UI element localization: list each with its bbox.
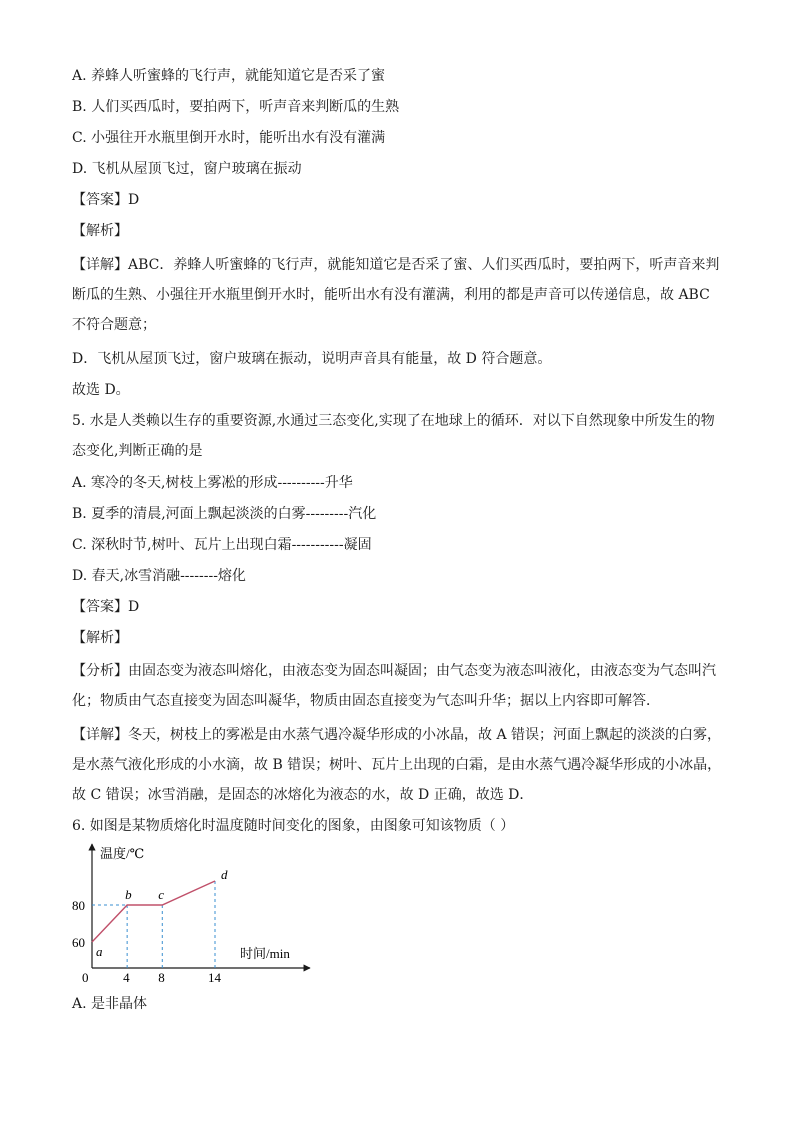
q5-answer: 【答案】D (72, 599, 140, 615)
q4-analysis-heading: 【解析】 (72, 223, 128, 239)
q4-answer: 【答案】D (72, 192, 140, 208)
q5-option-b: B. 夏季的清晨,河面上飘起淡淡的白雾---------汽化 (72, 506, 377, 522)
q5-option-a: A. 寒冷的冬天,树枝上雾凇的形成----------升华 (72, 475, 353, 491)
q6-option-a: A. 是非晶体 (72, 996, 148, 1012)
x-tick-4: 4 (123, 970, 130, 985)
point-label-a: a (96, 944, 103, 959)
temperature-curve (92, 881, 215, 942)
q4-option-a: A. 养蜂人听蜜蜂的飞行声，就能知道它是否采了蜜 (72, 68, 386, 84)
q5-analysis-heading: 【解析】 (72, 630, 128, 646)
guide-lines (92, 881, 215, 968)
y-tick-80: 80 (72, 898, 85, 913)
origin-label: 0 (82, 970, 89, 985)
tick-labels (72, 898, 222, 985)
q4-conclusion: 故选 D。 (72, 382, 130, 398)
point-label-d: d (221, 866, 228, 882)
q4-detail-line-1: 【详解】ABC．养蜂人听蜜蜂的飞行声，就能知道它是否采了蜜、人们买西瓜时，要拍两下，听声音来判 (72, 257, 720, 273)
q5-detail-line-1: 【详解】冬天，树枝上的雾凇是由水蒸气遇冷凝华形成的小冰晶，故 A 错误；河面上飘起的淡淡的白雾， (72, 727, 722, 743)
q4-detail-line-4: D．飞机从屋顶飞过，窗户玻璃在振动，说明声音具有能量，故 D 符合题意。 (72, 351, 552, 367)
x-tick-8: 8 (158, 970, 165, 985)
q4-detail-line-3: 不符合题意； (72, 317, 156, 333)
y-tick-60: 60 (72, 935, 85, 950)
q4-option-b: B. 人们买西瓜时，要拍两下，听声音来判断瓜的生熟 (72, 99, 400, 115)
q4-option-c: C. 小强往开水瓶里倒开水时，能听出水有没有灌满 (72, 130, 386, 146)
q5-fenxi-line-1: 【分析】由固态变为液态叫熔化，由液态变为固态叫凝固；由气态变为液态叫液化，由液态变为气态叫汽 (72, 663, 716, 679)
q5-fenxi-line-2: 化；物质由气态直接变为固态叫凝华，物质由固态直接变为气态叫升华；据以上内容即可解答． (72, 693, 660, 709)
x-axis-label: 时间/min (240, 946, 290, 961)
q5-stem-line-1: 5. 水是人类赖以生存的重要资源,水通过三态变化,实现了在地球上的循环．对以下自然现象中所发生的物 (72, 413, 715, 429)
q6-stem: 6. 如图是某物质熔化时温度随时间变化的图象，由图象可知该物质（ ） (72, 818, 515, 834)
q5-option-d: D. 春天,冰雪消融--------熔化 (72, 568, 246, 584)
point-label-b: b (125, 887, 132, 902)
x-tick-14: 14 (208, 970, 221, 985)
q4-option-d: D. 飞机从屋顶飞过，窗户玻璃在振动 (72, 161, 302, 177)
q5-stem-line-2: 态变化,判断正确的是 (72, 443, 203, 459)
q5-option-c: C. 深秋时节,树叶、瓦片上出现白霜-----------凝固 (72, 537, 372, 553)
q5-detail-line-2: 是水蒸气液化形成的小水滴，故 B 错误；树叶、瓦片上出现的白霜，是由水蒸气遇冷凝华形成的小冰晶， (72, 757, 722, 773)
melting-curve-chart (60, 838, 320, 988)
q5-detail-line-3: 故 C 错误；冰雪消融，是固态的冰熔化为液态的水，故 D 正确，故选 D． (72, 787, 534, 803)
q4-detail-line-2: 断瓜的生熟、小强往开水瓶里倒开水时，能听出水有没有灌满，利用的都是声音可以传递信息，故 ABC (72, 287, 710, 303)
y-axis-label: 温度/℃ (100, 846, 145, 861)
point-label-c: c (158, 887, 165, 902)
